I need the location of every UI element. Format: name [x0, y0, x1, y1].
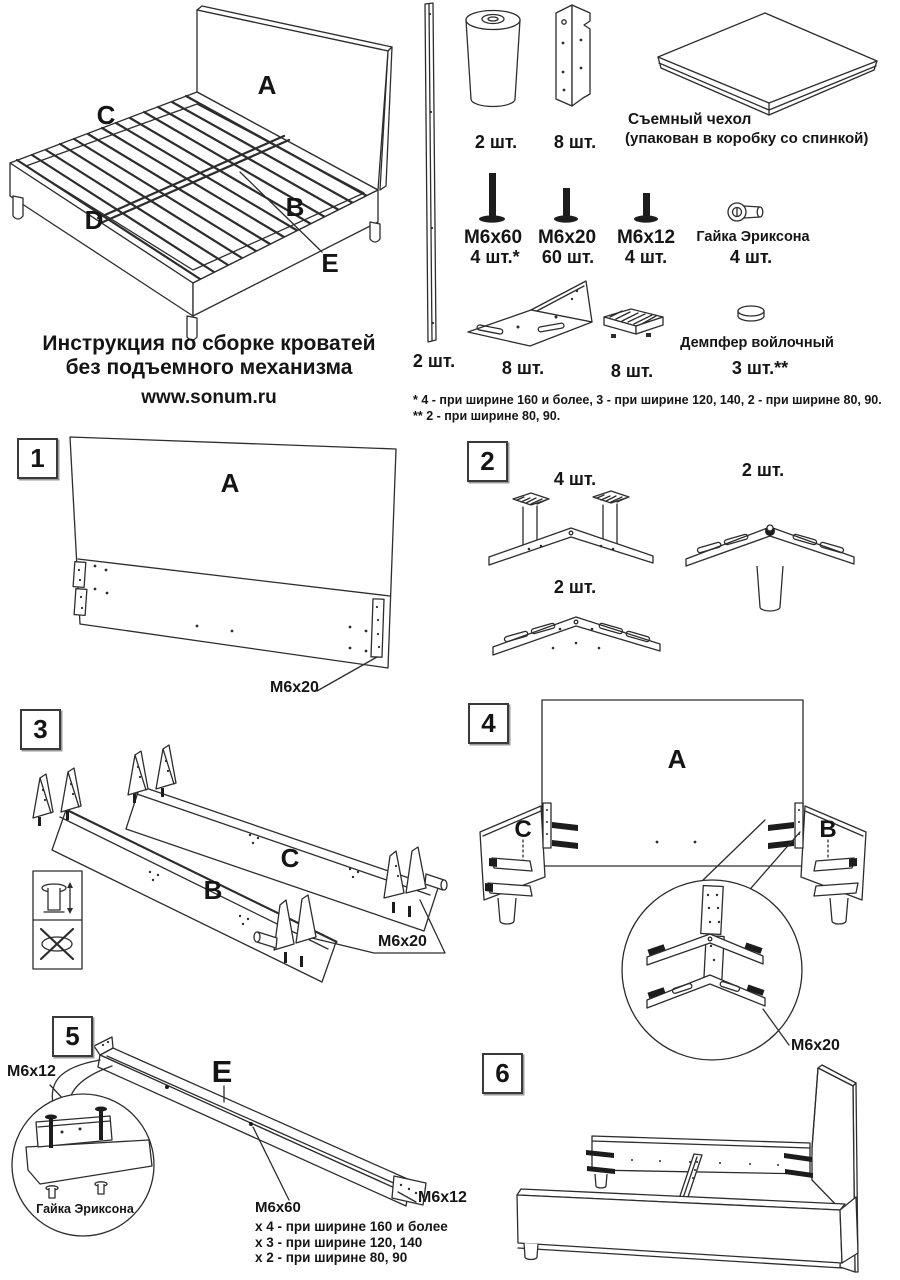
damper-name: Демпфер войлочный: [680, 335, 834, 351]
m6x60-qty: 4 шт.*: [470, 247, 520, 267]
damper-qty: 3 шт.**: [731, 358, 789, 378]
step5-option-3: x 2 - при ширине 80, 90: [255, 1250, 408, 1265]
step2-qty-plain-plate: 2 шт.: [553, 577, 597, 597]
erikson-nut-icon: [728, 203, 763, 221]
strip-qty: 2 шт.: [412, 351, 456, 371]
bolt-m6x12-icon: [634, 193, 658, 223]
nut-name: Гайка Эриксона: [696, 229, 810, 245]
page-title-line1: Инструкция по сборке кроватей: [42, 332, 376, 355]
step6-drawing: [517, 1065, 858, 1272]
nut-qty: 4 шт.: [729, 247, 773, 267]
plate-qty: 8 шт.: [501, 358, 545, 378]
step5-option-2: x 3 - при ширине 120, 140: [255, 1235, 423, 1250]
corner-bracket-part-icon: [556, 5, 590, 106]
felt-damper-part-icon: [738, 306, 764, 321]
step-6-badge: 6: [482, 1053, 523, 1094]
overview-bed-drawing: [10, 6, 392, 340]
step-4-badge: 4: [468, 703, 509, 744]
step4-label-a: A: [667, 744, 687, 774]
step5-bolt-m6x12-right: M6x12: [418, 1189, 467, 1206]
step3-bolt-label: M6x20: [378, 933, 427, 950]
overview-label-b: B: [285, 192, 305, 222]
m6x12-name: M6x12: [616, 227, 676, 248]
m6x20-qty: 60 шт.: [541, 247, 595, 267]
overview-label-c: C: [96, 100, 116, 130]
step1-label-a: A: [220, 468, 240, 498]
step3-label-b: B: [203, 875, 223, 905]
step5-bolt-m6x60: M6x60: [255, 1199, 301, 1216]
step-2-badge: 2: [467, 441, 508, 482]
slat-holder-part-icon: [604, 309, 663, 338]
bracket-qty: 8 шт.: [553, 132, 597, 152]
cover-part-icon: [658, 13, 877, 115]
bolt-m6x60-icon: [479, 173, 505, 223]
step2-qty-dampers: 4 шт.: [553, 469, 597, 489]
overview-label-e: E: [321, 248, 339, 278]
m6x60-name: M6x60: [463, 227, 523, 248]
cover-note: (упакован в коробку со спинкой): [625, 130, 869, 147]
bolt-m6x20-icon: [554, 188, 578, 223]
step4-bolt-label: M6x20: [791, 1037, 840, 1054]
leg-qty: 2 шт.: [474, 132, 518, 152]
step-1-badge: 1: [17, 438, 58, 479]
step2-qty-leg-plate: 2 шт.: [741, 460, 785, 480]
step-3-badge: 3: [20, 709, 61, 750]
step2-drawing: [489, 491, 854, 655]
cover-name: Съемный чехол: [628, 111, 752, 128]
step4-label-c: C: [514, 816, 532, 843]
step5-nut-label: Гайка Эриксона: [36, 1202, 134, 1216]
leg-part-icon: [466, 11, 520, 107]
overview-label-d: D: [84, 205, 104, 235]
step4-label-b: B: [819, 816, 837, 843]
step3-label-c: C: [280, 843, 300, 873]
step5-bolt-m6x12-left: M6x12: [7, 1063, 56, 1080]
overview-label-a: A: [257, 70, 277, 100]
strip-part-drawing: [425, 3, 436, 342]
step-5-badge: 5: [52, 1016, 93, 1057]
m6x20-name: M6x20: [537, 227, 597, 248]
m6x12-qty: 4 шт.: [624, 247, 668, 267]
footnote-1: * 4 - при ширине 160 и более, 3 - при ширине 120, 140, 2 - при ширине 80, 90.: [413, 393, 882, 407]
website-url: www.sonum.ru: [141, 387, 277, 408]
step5-label-e: E: [211, 1054, 233, 1089]
holder-qty: 8 шт.: [610, 361, 654, 381]
step5-option-1: x 4 - при ширине 160 и более: [255, 1219, 448, 1234]
corner-plate-part-icon: [468, 281, 592, 346]
step1-bolt-label: M6x20: [270, 679, 319, 696]
footnote-2: ** 2 - при ширине 80, 90.: [413, 409, 561, 423]
page-title-line2: без подъемного механизма: [65, 356, 353, 379]
